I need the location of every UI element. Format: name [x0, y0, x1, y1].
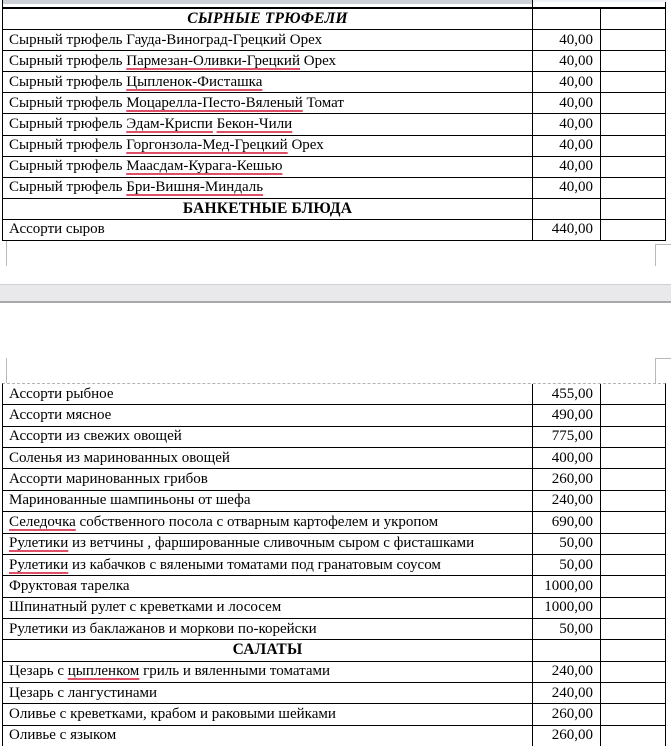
item-text: Сырный трюфель [9, 52, 127, 69]
item-name-cell[interactable] [3, 384, 532, 404]
item-name-cell[interactable] [3, 220, 532, 240]
misspelled-word: Горгонзола-Мед-Грецкий [126, 137, 288, 154]
price-cell[interactable]: 40,00 [532, 136, 600, 156]
item-text: Сырный трюфель Гауда-Виноград-Грецкий Орех [9, 31, 323, 48]
empty-cell[interactable] [600, 555, 665, 575]
item-name-cell[interactable] [3, 683, 532, 703]
price-cell[interactable]: 40,00 [532, 93, 600, 113]
menu-item-row [3, 136, 665, 157]
item-name-cell[interactable] [3, 726, 532, 746]
menu-item-row [3, 704, 665, 725]
menu-item-row [3, 220, 665, 241]
section-header-row [3, 199, 665, 220]
item-text: Фруктовая тарелка [9, 577, 130, 594]
menu-item-row [3, 93, 665, 114]
item-name-cell[interactable] [3, 491, 532, 511]
item-text: Рулетики из баклажанов и моркови по-корейски [9, 620, 317, 637]
item-text: Соленья из маринованных овощей [9, 449, 230, 466]
price-cell[interactable]: 240,00 [532, 491, 600, 511]
price-cell[interactable]: 50,00 [532, 555, 600, 575]
price-cell[interactable]: 490,00 [532, 405, 600, 425]
text-boundary-right-page2 [655, 358, 656, 383]
menu-item-row [3, 448, 665, 469]
item-name-cell[interactable] [3, 157, 532, 177]
misspelled-word: Маасдам-Курага-Кешью [126, 158, 283, 175]
item-text: Цезарь с [9, 663, 68, 680]
menu-item-row [3, 469, 665, 490]
item-text: Ассорти из свежих овощей [9, 428, 182, 445]
empty-cell[interactable] [600, 469, 665, 489]
item-text: Орех [287, 137, 324, 154]
empty-cell[interactable] [600, 384, 665, 404]
item-name-cell[interactable] [3, 662, 532, 682]
item-name-cell[interactable] [3, 619, 532, 639]
price-cell[interactable]: 40,00 [532, 30, 600, 50]
empty-cell[interactable] [600, 136, 665, 156]
misspelled-word: цыпленком [67, 663, 140, 680]
menu-item-row [3, 555, 665, 576]
item-text: Шпинатный рулет с креветками и лососем [9, 599, 282, 616]
menu-item-row [3, 384, 665, 405]
item-text: Сырный трюфель [9, 158, 127, 175]
price-cell[interactable]: 40,00 [532, 157, 600, 177]
price-cell[interactable] [532, 9, 600, 29]
text-boundary-left-page2 [6, 358, 7, 383]
item-text: Оливье с языком [9, 727, 117, 744]
item-name-cell[interactable] [3, 576, 532, 596]
menu-table-page2 [2, 383, 666, 746]
item-name-cell[interactable] [3, 30, 532, 50]
price-cell[interactable]: 440,00 [532, 220, 600, 240]
misspelled-word: Рулетики [9, 535, 69, 552]
empty-cell[interactable] [600, 199, 665, 219]
item-name-cell[interactable] [3, 512, 532, 532]
misspelled-word: Селедочка [9, 513, 76, 530]
empty-cell[interactable] [600, 726, 665, 746]
section-title-text: САЛАТЫ [232, 641, 303, 659]
item-text: Сырный трюфель [9, 116, 127, 133]
empty-cell[interactable] [600, 72, 665, 92]
item-text: гриль и вяленными томатами [139, 663, 331, 680]
section-header-row [3, 9, 665, 30]
section-title-cell[interactable] [3, 9, 532, 29]
price-cell[interactable]: 260,00 [532, 726, 600, 746]
item-name-cell[interactable] [3, 448, 532, 468]
price-cell[interactable]: 1000,00 [532, 598, 600, 618]
item-text: из ветчины , фаршированные сливочным сыром с фисташками [68, 535, 475, 552]
price-cell[interactable]: 240,00 [532, 662, 600, 682]
text-boundary-tick-right-page1 [655, 244, 671, 245]
price-cell[interactable]: 240,00 [532, 683, 600, 703]
clipped-previous-row-fragment [2, 0, 666, 7]
text-boundary-left-page1 [6, 241, 7, 266]
misspelled-word: Цыпленок-Фисташка [126, 73, 263, 90]
empty-cell[interactable] [600, 448, 665, 468]
menu-item-row [3, 512, 665, 533]
price-cell[interactable]: 690,00 [532, 512, 600, 532]
menu-item-row [3, 619, 665, 640]
price-cell[interactable]: 260,00 [532, 704, 600, 724]
menu-item-row [3, 30, 665, 51]
item-name-cell[interactable] [3, 598, 532, 618]
misspelled-word: Пармезан-Оливки-Грецкий [126, 52, 300, 69]
empty-cell[interactable] [600, 93, 665, 113]
menu-item-row [3, 178, 665, 199]
item-name-cell[interactable] [3, 136, 532, 156]
text-boundary-tick-right-page2 [655, 358, 671, 359]
price-cell[interactable]: 260,00 [532, 469, 600, 489]
empty-cell[interactable] [600, 405, 665, 425]
empty-cell[interactable] [600, 220, 665, 240]
item-name-cell[interactable] [3, 51, 532, 71]
menu-item-row [3, 51, 665, 72]
empty-cell[interactable] [600, 30, 665, 50]
item-name-cell[interactable] [3, 427, 532, 447]
menu-item-row [3, 114, 665, 135]
section-title-cell[interactable] [3, 199, 532, 219]
price-cell[interactable]: 400,00 [532, 448, 600, 468]
price-cell[interactable] [532, 199, 600, 219]
price-cell[interactable]: 40,00 [532, 72, 600, 92]
item-name-cell[interactable] [3, 555, 532, 575]
item-name-cell[interactable] [3, 72, 532, 92]
menu-item-row [3, 576, 665, 597]
item-name-cell[interactable] [3, 93, 532, 113]
menu-item-row [3, 491, 665, 512]
empty-cell[interactable] [600, 9, 665, 29]
item-text: Томат [302, 94, 344, 111]
section-title-text: СЫРНЫЕ ТРЮФЕЛИ [187, 10, 348, 28]
item-name-cell[interactable] [3, 178, 532, 198]
page-break-gap [0, 284, 671, 303]
empty-cell[interactable] [600, 640, 665, 660]
price-cell[interactable]: 40,00 [532, 51, 600, 71]
item-name-cell[interactable] [3, 534, 532, 554]
empty-cell[interactable] [600, 534, 665, 554]
price-cell[interactable]: 1000,00 [532, 576, 600, 596]
empty-cell[interactable] [600, 178, 665, 198]
item-text: собственного посола с отварным картофелем и укропом [75, 513, 439, 530]
background-tint-strip [533, 0, 667, 2]
price-cell[interactable]: 775,00 [532, 427, 600, 447]
section-title-text: БАНКЕТНЫЕ БЛЮДА [182, 199, 353, 217]
item-name-cell[interactable] [3, 405, 532, 425]
item-text: Сырный трюфель [9, 179, 127, 196]
price-cell[interactable]: 40,00 [532, 178, 600, 198]
misspelled-word: Моцарелла-Песто-Вяленый [126, 94, 303, 111]
section-title-cell[interactable] [3, 640, 532, 660]
item-text: Ассорти маринованных грибов [9, 471, 208, 488]
item-text: Сырный трюфель [9, 94, 127, 111]
item-name-cell[interactable] [3, 469, 532, 489]
empty-cell[interactable] [600, 576, 665, 596]
menu-item-row [3, 157, 665, 178]
menu-item-row [3, 405, 665, 426]
empty-cell[interactable] [600, 491, 665, 511]
price-cell[interactable]: 50,00 [532, 619, 600, 639]
menu-item-row [3, 427, 665, 448]
item-text: Оливье с креветками, крабом и раковыми шейками [9, 706, 336, 723]
misspelled-word: Бри-Вишня-Миндаль [126, 179, 264, 196]
item-text: Цезарь с лангустинами [9, 684, 158, 701]
menu-item-row [3, 534, 665, 555]
section-header-row [3, 640, 665, 661]
row-fragment-shading [3, 0, 532, 4]
price-cell[interactable] [532, 640, 600, 660]
misspelled-word: Бекон-Чили [216, 116, 293, 133]
misspelled-word: Рулетики [9, 556, 69, 573]
empty-cell[interactable] [600, 51, 665, 71]
empty-cell[interactable] [600, 114, 665, 134]
menu-table-page1 [2, 7, 666, 241]
empty-cell[interactable] [600, 662, 665, 682]
empty-cell[interactable] [600, 704, 665, 724]
item-name-cell[interactable] [3, 704, 532, 724]
empty-cell[interactable] [600, 512, 665, 532]
empty-cell[interactable] [600, 619, 665, 639]
empty-cell[interactable] [600, 598, 665, 618]
text-boundary-right-page1 [655, 244, 656, 266]
menu-item-row [3, 683, 665, 704]
item-text: Орех [299, 52, 337, 69]
item-text: Сырный трюфель [9, 137, 127, 154]
item-text: Ассорти рыбное [9, 385, 114, 402]
price-cell[interactable]: 455,00 [532, 384, 600, 404]
menu-item-row [3, 72, 665, 93]
item-text: из кабачков с вялеными томатами под гранатовым соусом [68, 556, 441, 573]
empty-cell[interactable] [600, 157, 665, 177]
menu-item-row [3, 662, 665, 683]
price-cell[interactable]: 50,00 [532, 534, 600, 554]
empty-cell[interactable] [600, 427, 665, 447]
item-text: Маринованные шампиньоны от шефа [9, 492, 251, 509]
item-text: Сырный трюфель [9, 73, 127, 90]
menu-item-row [3, 726, 665, 746]
price-cell[interactable]: 40,00 [532, 114, 600, 134]
menu-item-row [3, 598, 665, 619]
item-text: Ассорти сыров [9, 221, 105, 238]
misspelled-word: Эдам-Криспи [126, 116, 213, 133]
empty-cell[interactable] [600, 683, 665, 703]
item-text: Ассорти мясное [9, 407, 112, 424]
item-name-cell[interactable] [3, 114, 532, 134]
